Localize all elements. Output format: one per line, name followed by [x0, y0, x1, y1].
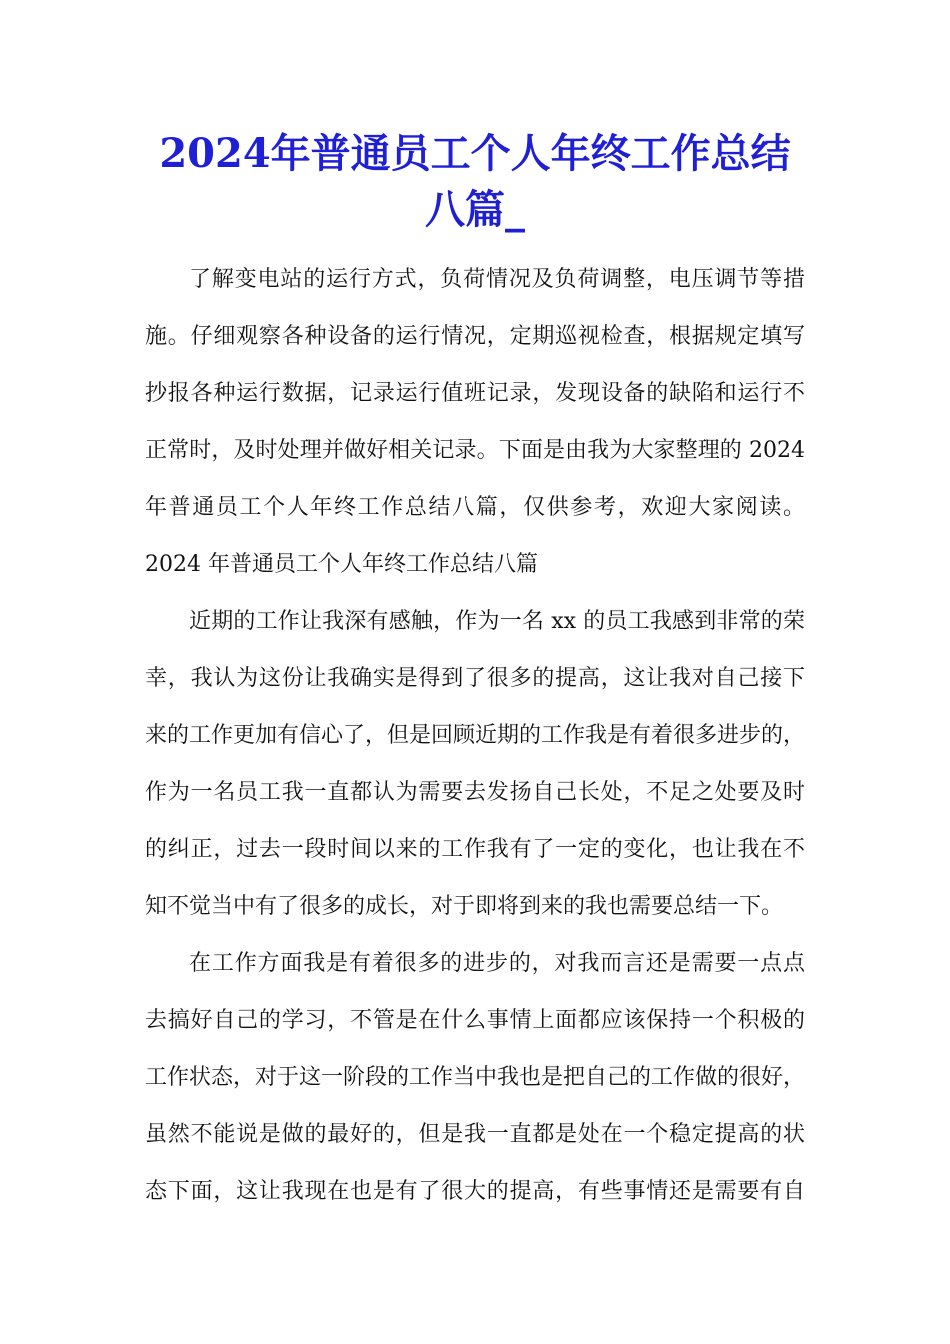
text-line: 的纠正，过去一段时间以来的工作我有了一定的变化，也让我在不	[145, 837, 805, 862]
text-line: 态下面，这让我现在也是有了很大的提高，有些事情还是需要有自	[145, 1179, 805, 1204]
text-line: 在工作方面我是有着很多的进步的，对我而言还是需要一点点	[189, 951, 805, 976]
text-line: 抄报各种运行数据，记录运行值班记录，发现设备的缺陷和运行不	[145, 381, 805, 406]
text-line: 虽然不能说是做的最好的，但是我一直都是处在一个稳定提高的状	[145, 1122, 805, 1147]
text-line: 了解变电站的运行方式，负荷情况及负荷调整，电压调节等措	[189, 267, 805, 292]
text-line: 工作状态，对于这一阶段的工作当中我也是把自己的工作做的很好，	[145, 1065, 806, 1090]
section-heading: 2024 年普通员工个人年终工作总结八篇	[145, 552, 538, 577]
text-line: 施。仔细观察各种设备的运行情况，定期巡视检查，根据规定填写	[145, 324, 805, 349]
text-line: 近期的工作让我深有感触，作为一名 xx 的员工我感到非常的荣	[189, 609, 805, 634]
text-line: 作为一名员工我一直都认为需要去发扬自己长处，不足之处要及时	[145, 780, 805, 805]
text-line: 幸，我认为这份让我确实是得到了很多的提高，这让我对自己接下	[145, 666, 805, 691]
document-title-line-2: 八篇_	[425, 186, 525, 233]
text-line: 知不觉当中有了很多的成长，对于即将到来的我也需要总结一下。	[145, 894, 784, 919]
text-line: 正常时，及时处理并做好相关记录。下面是由我为大家整理的 2024	[145, 438, 805, 463]
text-line: 来的工作更加有信心了，但是回顾近期的工作我是有着很多进步的，	[145, 723, 806, 748]
document-title-line-1: 2024年普通员工个人年终工作总结	[159, 130, 791, 177]
text-line: 年普通员工个人年终工作总结八篇，仅供参考，欢迎大家阅读。	[145, 495, 805, 520]
text-line: 去搞好自己的学习，不管是在什么事情上面都应该保持一个积极的	[145, 1008, 805, 1033]
